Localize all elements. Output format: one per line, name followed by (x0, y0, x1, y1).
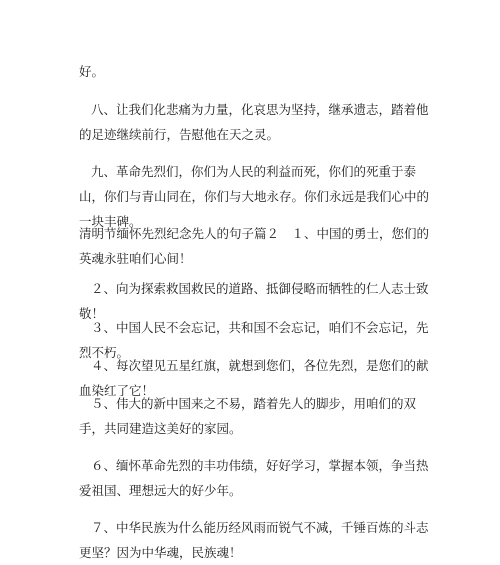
paragraph-3: ３、中国人民不会忘记，共和国不会忘记，咱们不会忘记，先烈不朽。 (79, 320, 429, 360)
paragraph-7: ７、中华民族为什么能历经风雨而锐气不减，千锤百炼的斗志更坚？因为中华魂，民族魂！ (79, 520, 429, 560)
paragraph-8: 八、让我们化悲痛为力量，化哀思为坚持，继承遗志，踏着他的足迹继续前行，告慰他在天之灵。 (79, 102, 429, 142)
paragraph-continuation: 好。 (79, 64, 105, 79)
paragraph-4: ４、每次望见五星红旗，就想到您们，各位先烈，是您们的献血染红了它！ (79, 358, 429, 398)
paragraph-9: 九、革命先烈们，你们为人民的利益而死，你们的死重于泰山，你们与青山同在，你们与大地永存。你们永远是我们心中的一块丰碑。 (79, 164, 430, 229)
paragraph-2: ２、向为探索救国救民的道路、抵御侵略而牺牲的仁人志士致敬！ (79, 281, 429, 321)
paragraph-6: ６、缅怀革命先烈的丰功伟绩，好好学习，掌握本领，争当热爱祖国、理想远大的好少年。 (79, 458, 429, 498)
paragraph-5: ５、伟大的新中国来之不易，踏着先人的脚步，用咱们的双手，共同建造这美好的家园。 (79, 396, 417, 436)
section-heading-paragraph: 清明节缅怀先烈纪念先人的句子篇２ １、中国的勇士，您们的英魂永驻咱们心间！ (79, 226, 430, 266)
